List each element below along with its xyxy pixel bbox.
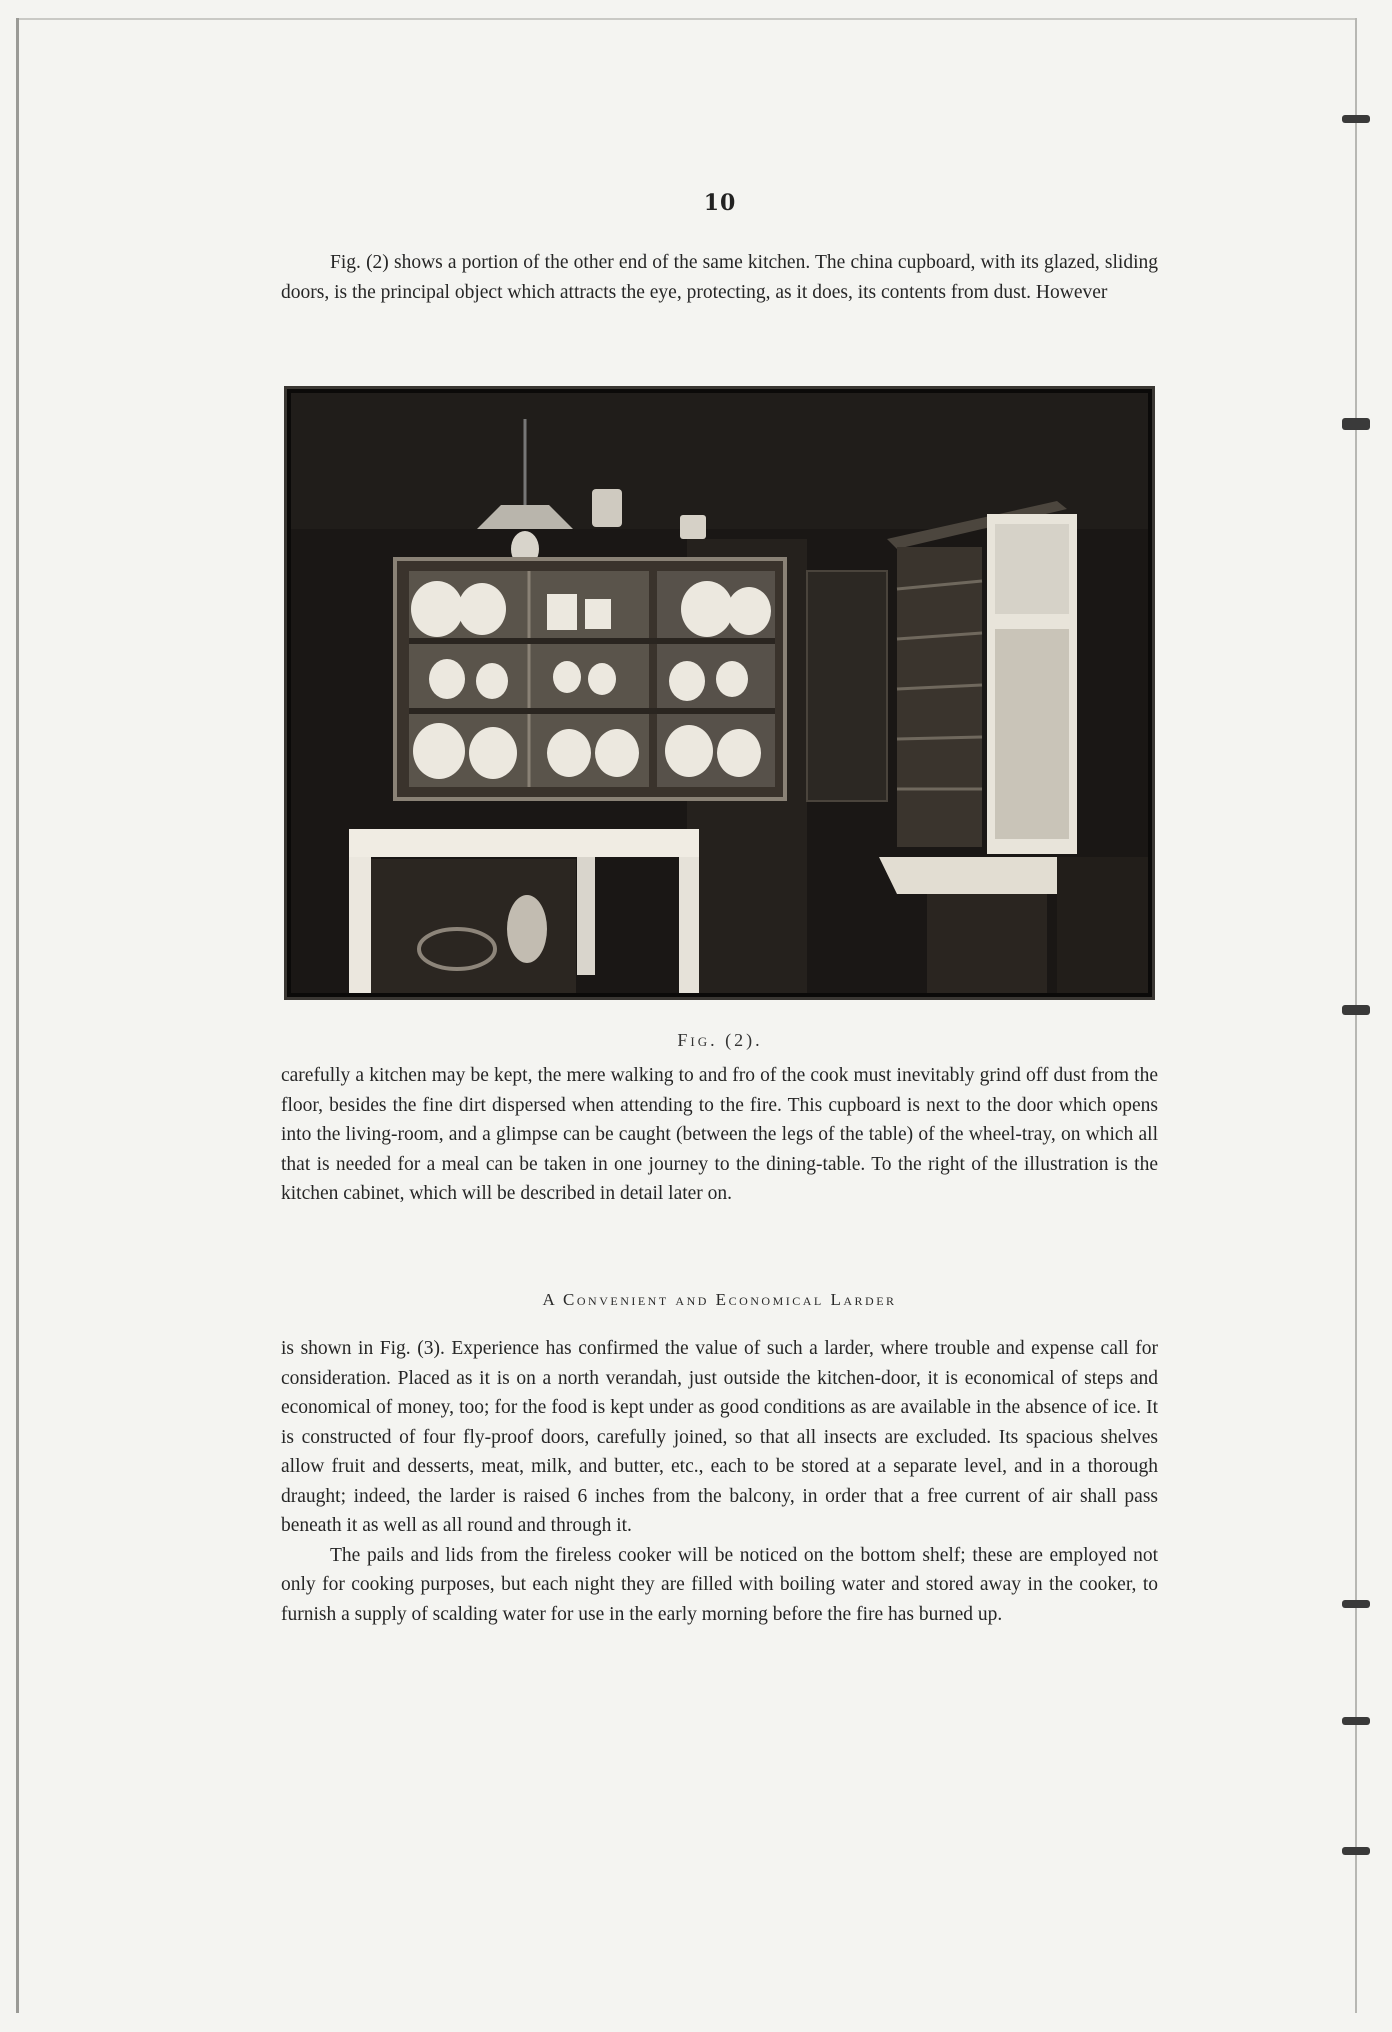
binding-mark bbox=[1342, 1847, 1370, 1855]
binding-mark bbox=[1342, 1717, 1370, 1725]
page-number: 10 bbox=[703, 190, 737, 216]
continuation-paragraph: carefully a kitchen may be kept, the mere walking to and fro of the cook must inevitably grind off dust from the floor, besides the fine dirt dispersed when attending to the fire. This cupboard is next to the door which opens into the living-room, and a glimpse can be caught (between the legs of the table) of the wheel-tray, on which all that is needed for a meal can be taken in one journey to the dining-table. To the right of the illustration is the kitchen cabinet, which will be described in detail later on. bbox=[281, 1065, 1158, 1204]
binding-mark bbox=[1342, 418, 1370, 430]
intro-paragraph: Fig. (2) shows a portion of the other end of the same kitchen. The china cupboard, with its glazed, sliding doors, is the principal object which attracts the eye, protecting, as it does, its contents from dust. However bbox=[281, 252, 1158, 303]
section-text bbox=[281, 1334, 1158, 1629]
page-edge bbox=[1355, 18, 1357, 2013]
page-edge bbox=[16, 18, 19, 2013]
intro-text bbox=[281, 248, 1158, 307]
section-paragraph-2: The pails and lids from the fireless cooker will be noticed on the bottom shelf; these are employed not only for cooking purposes, but each night they are filled with boiling water and stored away in the cooker, to furnish a supply of scalding water for use in the early morning before the fire has burned up. bbox=[281, 1544, 1158, 1625]
binding-mark bbox=[1342, 115, 1370, 123]
section-paragraph-1: is shown in Fig. (3). Experience has confirmed the value of such a larder, where trouble and expense call for consideration. Placed as it is on a north verandah, just outside the kitchen-door, it is economical of steps and economical of money, too; for the food is kept under as good conditions as are available in the absence of ice. It is constructed of four fly-proof doors, carefully joined, so that all insects are excluded. Its spacious shelves allow fruit and desserts, meat, milk, and butter, etc., each to be stored at a separate level, and in a thorough draught; indeed, the larder is raised 6 inches from the balcony, in order that a free current of air shall pass beneath it as well as all round and through it. bbox=[281, 1338, 1158, 1536]
binding-mark bbox=[1342, 1600, 1370, 1608]
binding-mark bbox=[1342, 1005, 1370, 1015]
figure-caption: Fig. (2). bbox=[677, 1030, 763, 1050]
section-heading: A Convenient and Economical Larder bbox=[542, 1290, 897, 1309]
kitchen-photograph-drawing bbox=[287, 389, 1152, 997]
kitchen-photograph bbox=[284, 386, 1155, 1000]
page-edge bbox=[16, 18, 1357, 20]
continuation-text bbox=[281, 1061, 1158, 1209]
